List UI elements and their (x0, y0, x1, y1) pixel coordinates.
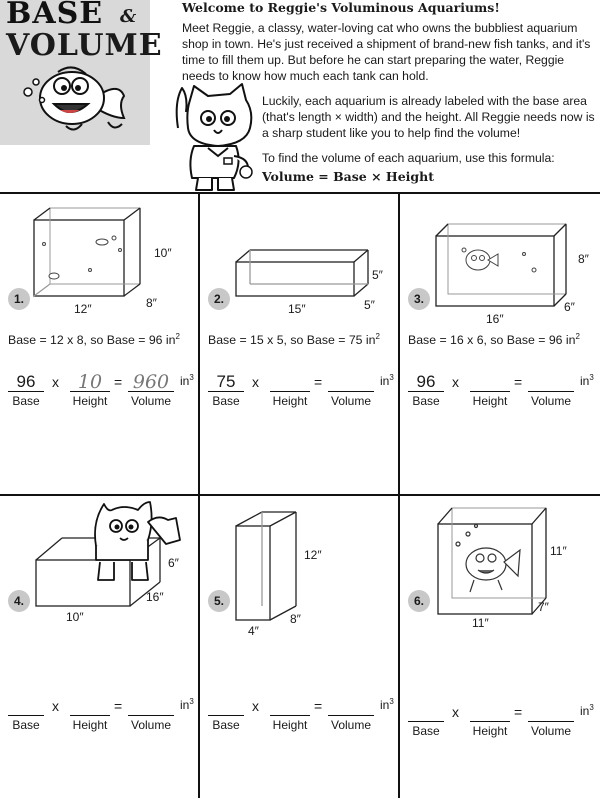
tank-2-length-label: 15″ (288, 302, 306, 316)
tank-6-drawing (400, 496, 600, 636)
equals-sign: = (314, 698, 323, 714)
tank-1-drawing (0, 194, 200, 329)
base-label: Base (12, 394, 40, 408)
problem-4-number: 4. (8, 590, 30, 612)
tank-5-height-label: 12″ (304, 548, 322, 562)
base-label: Base (12, 718, 40, 732)
tank-2-width-label: 5″ (364, 298, 375, 312)
times-sign: x (52, 374, 59, 390)
times-sign: x (252, 374, 259, 390)
height-label: Height (72, 394, 108, 408)
problem-4 (0, 496, 200, 798)
tank-3-width-label: 6″ (564, 300, 575, 314)
tank-5-width-label: 8″ (290, 612, 301, 626)
unit-label: $in^3$ (380, 697, 394, 712)
height-answer-2[interactable] (270, 372, 310, 392)
problem-3 (400, 194, 600, 496)
reggie-cat-illustration (168, 82, 258, 194)
tank-6-height-label: 11″ (550, 544, 567, 558)
volume-answer-1[interactable]: 960 (128, 372, 174, 392)
tank-3-length-label: 16″ (486, 312, 504, 326)
base-label: Base (212, 718, 240, 732)
height-label: Height (72, 718, 108, 732)
volume-answer-6[interactable] (528, 702, 574, 722)
title-volume: VOLUME (6, 28, 163, 63)
tank-6-width-label: 7″ (538, 600, 549, 614)
volume-label: Volume (130, 394, 172, 408)
volume-answer-3[interactable] (528, 372, 574, 392)
problem-5-number: 5. (208, 590, 230, 612)
problem-5-equation (208, 696, 398, 736)
tank-1-height-label: 10″ (154, 246, 172, 260)
intro-heading: Welcome to Reggie's Voluminous Aquariums! (182, 0, 500, 15)
problem-1-base-calc: Base = 12 x 8, so Base = 96 $in^2$ (8, 332, 180, 348)
base-answer-2[interactable]: 75 (208, 372, 244, 392)
volume-label: Volume (530, 724, 572, 738)
tank-5-length-label: 4″ (248, 624, 259, 638)
base-label: Base (412, 724, 440, 738)
volume-label: Volume (330, 394, 372, 408)
times-sign: x (452, 704, 459, 720)
height-answer-6[interactable] (470, 702, 510, 722)
problem-2-base-calc: Base = 15 x 5, so Base = 75 $in^2$ (208, 332, 380, 348)
base-label: Base (412, 394, 440, 408)
tank-3-height-label: 8″ (578, 252, 589, 266)
intro-paragraph-2: Luckily, each aquarium is already labeled with the base area (that's length × width) and the height. All Reggie needs now is a sharp student like you to help find the volume! (262, 94, 595, 140)
title-base: BASE (6, 0, 104, 31)
volume-formula: Volume = Base × Height (262, 169, 435, 184)
title-ampersand: & (120, 6, 137, 27)
equals-sign: = (514, 374, 523, 390)
unit-label: $in^3$ (380, 373, 394, 388)
problem-6-number: 6. (408, 590, 430, 612)
problem-1 (0, 194, 200, 496)
volume-label: Volume (530, 394, 572, 408)
problem-5 (200, 496, 400, 798)
problem-2-equation (208, 372, 398, 412)
problem-grid (0, 192, 600, 796)
base-answer-3[interactable]: 96 (408, 372, 444, 392)
base-answer-6[interactable] (408, 702, 444, 722)
problem-2-number: 2. (208, 288, 230, 310)
tank-4-height-label: 6″ (168, 556, 179, 570)
tank-1-length-label: 12″ (74, 302, 92, 316)
tank-6-length-label: 11″ (472, 616, 489, 630)
volume-answer-2[interactable] (328, 372, 374, 392)
base-answer-5[interactable] (208, 696, 244, 716)
volume-answer-5[interactable] (328, 696, 374, 716)
base-label: Base (212, 394, 240, 408)
height-answer-4[interactable] (70, 696, 110, 716)
intro-paragraph-3: To find the volume of each aquarium, use this formula: (262, 151, 555, 165)
intro-paragraph-1: Meet Reggie, a classy, water-loving cat who owns the bubbliest aquarium shop in town. He's just received a shipment of brand-new fish tanks, and it's time to fill them up. But before he can start preparing the water, Reggie needs to know how much each tank can hold. (182, 21, 591, 83)
tank-4-width-label: 16″ (146, 590, 164, 604)
problem-2 (200, 194, 400, 496)
problem-6 (400, 496, 600, 798)
equals-sign: = (514, 704, 523, 720)
problem-1-equation (8, 372, 198, 412)
unit-label: $in^3$ (180, 373, 194, 388)
height-label: Height (272, 718, 308, 732)
tank-1-width-label: 8″ (146, 296, 157, 310)
times-sign: x (452, 374, 459, 390)
unit-label: $in^3$ (580, 703, 594, 718)
base-answer-4[interactable] (8, 696, 44, 716)
problem-3-number: 3. (408, 288, 430, 310)
height-answer-5[interactable] (270, 696, 310, 716)
title-box (0, 0, 163, 145)
height-label: Height (472, 724, 508, 738)
tank-4-length-label: 10″ (66, 610, 84, 624)
volume-answer-4[interactable] (128, 696, 174, 716)
problem-1-number: 1. (8, 288, 30, 310)
problem-3-base-calc: Base = 16 x 6, so Base = 96 $in^2$ (408, 332, 580, 348)
times-sign: x (52, 698, 59, 714)
volume-label: Volume (330, 718, 372, 732)
problem-3-equation (408, 372, 598, 412)
unit-label: $in^3$ (180, 697, 194, 712)
fish-illustration (0, 0, 150, 145)
problem-6-equation (408, 702, 598, 742)
tank-2-height-label: 5″ (372, 268, 383, 282)
problem-4-equation (8, 696, 198, 736)
equals-sign: = (114, 698, 123, 714)
height-answer-3[interactable] (470, 372, 510, 392)
height-label: Height (472, 394, 508, 408)
base-answer-1[interactable]: 96 (8, 372, 44, 392)
worksheet-header (0, 0, 600, 192)
equals-sign: = (314, 374, 323, 390)
volume-label: Volume (130, 718, 172, 732)
height-label: Height (272, 394, 308, 408)
height-answer-1[interactable]: 10 (70, 372, 110, 392)
times-sign: x (252, 698, 259, 714)
unit-label: $in^3$ (580, 373, 594, 388)
equals-sign: = (114, 374, 123, 390)
